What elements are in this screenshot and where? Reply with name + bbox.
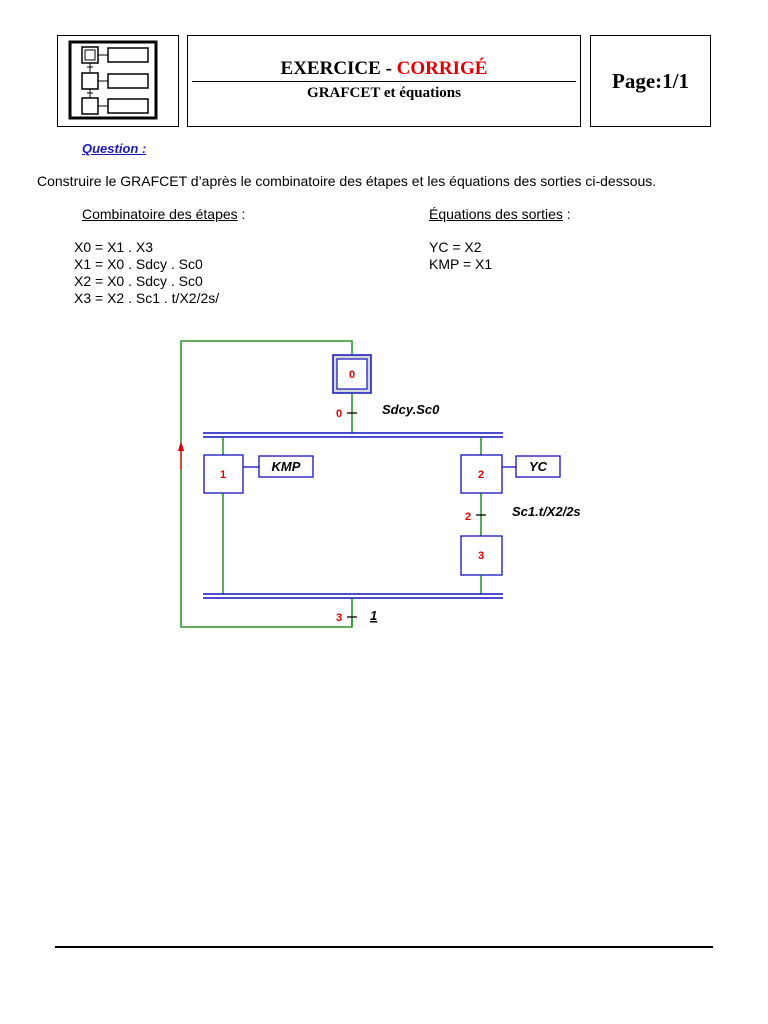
transition-receptivity-2: Sc1.t/X2/2s <box>512 504 581 519</box>
instruction-text: Construire le GRAFCET d’après le combinatoire des étapes et les équations des sorties ci-dessous. <box>37 173 657 189</box>
page-number: Page:1/1 <box>612 69 689 93</box>
footer-rule <box>55 946 713 948</box>
page-subtitle: GRAFCET et équations <box>307 85 461 101</box>
action-label-yc: YC <box>528 459 548 474</box>
transition-receptivity-0: Sdcy.Sc0 <box>382 402 440 417</box>
steps-title-suffix: : <box>237 206 246 222</box>
transition-receptivity-3: 1 <box>370 608 378 623</box>
transition-number-2: 2 <box>464 511 472 523</box>
output-equation: YC = X2 <box>429 239 482 255</box>
transition-number-0: 0 <box>335 408 343 420</box>
step-label-2: 2 <box>477 469 485 481</box>
output-equation: KMP = X1 <box>429 256 493 272</box>
outputs-title-suffix: : <box>562 206 571 222</box>
step-equation: X1 = X0 . Sdcy . Sc0 <box>74 256 203 272</box>
transition-number-3: 3 <box>335 612 343 624</box>
step-equation: X2 = X0 . Sdcy . Sc0 <box>74 273 203 289</box>
step-label-1: 1 <box>219 469 227 481</box>
step-label-0: 0 <box>348 369 356 381</box>
step-equation: X3 = X2 . Sc1 . t/X2/2s/ <box>74 290 220 306</box>
title-prefix: EXERCICE - <box>280 58 397 79</box>
action-label-kmp: KMP <box>271 459 301 474</box>
step-label-3: 3 <box>477 550 485 562</box>
step-equation: X0 = X1 . X3 <box>74 239 153 255</box>
outputs-title-text: Équations des sorties <box>429 206 563 222</box>
question-label: Question : <box>82 141 147 156</box>
steps-title-text: Combinatoire des étapes <box>82 206 238 222</box>
title-accent: CORRIGÉ <box>396 58 488 79</box>
